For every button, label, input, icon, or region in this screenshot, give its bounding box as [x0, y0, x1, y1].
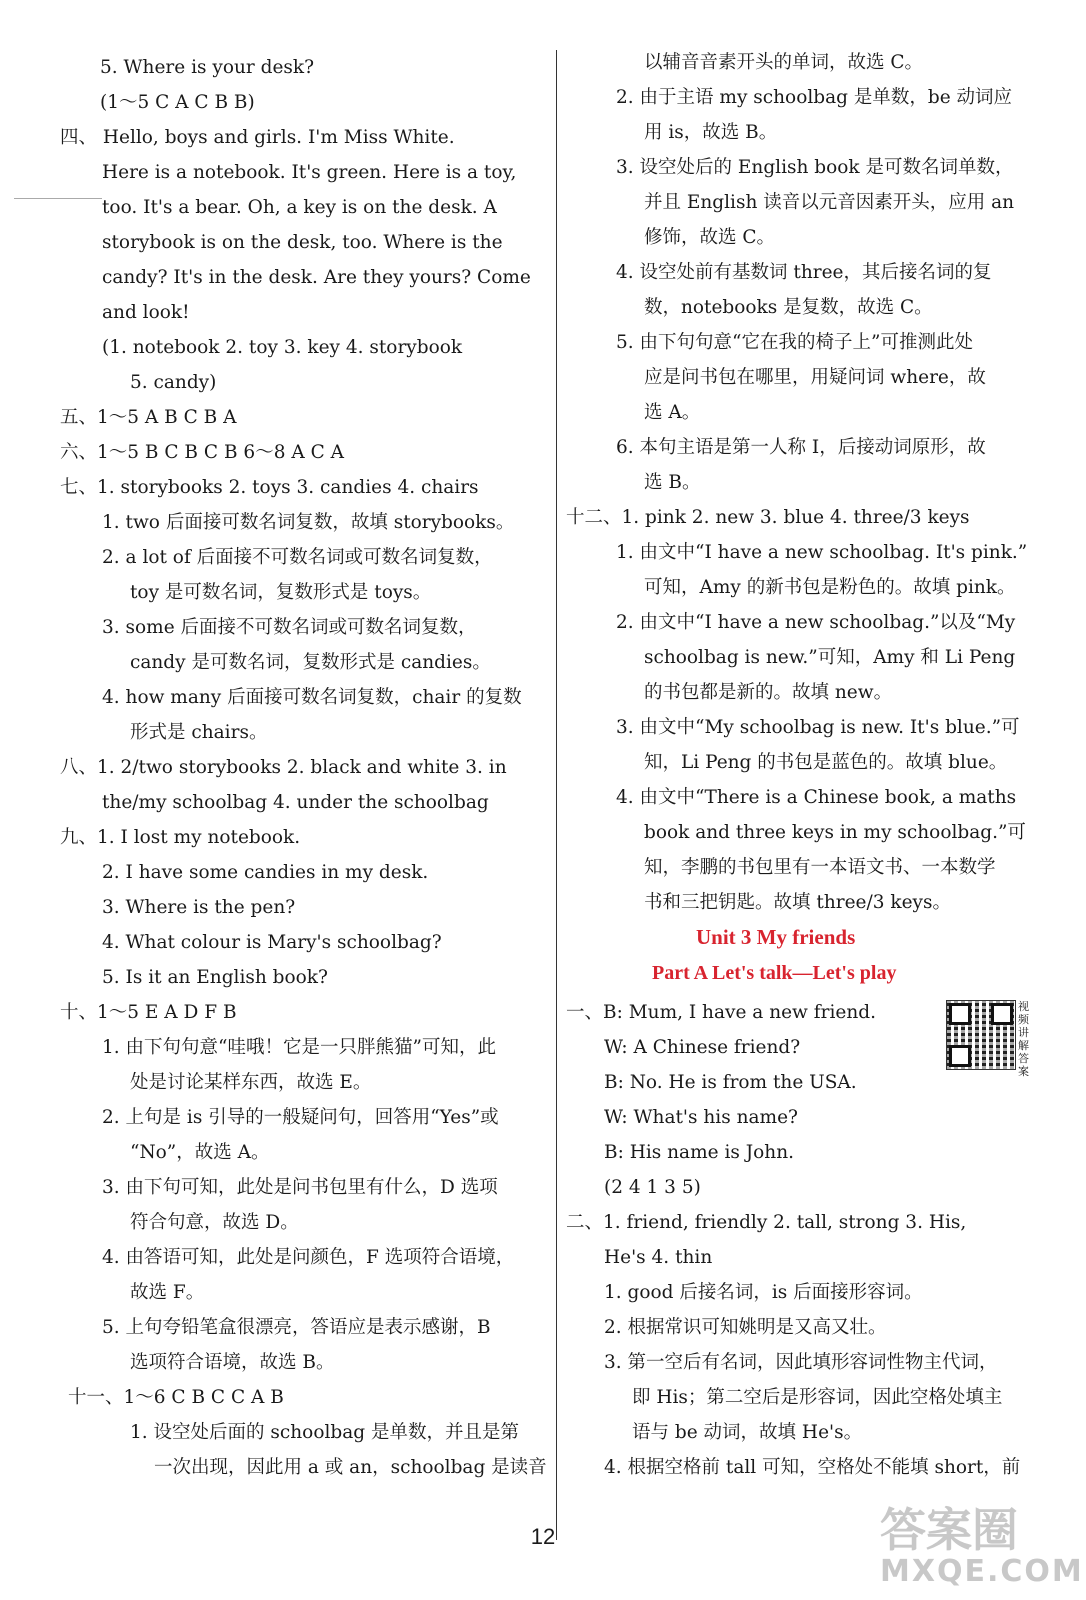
text-line: candy? It's in the desk. Are they yours? Come	[102, 267, 531, 288]
text-line: 1. 由文中“I have a new schoolbag. It's pink.”	[616, 542, 1028, 563]
text-line: He's 4. thin	[604, 1247, 713, 1268]
text-line: 并且 English 读音以元音因素开头，应用 an	[644, 192, 1015, 213]
text-line: (1～5 C A C B B)	[100, 92, 255, 113]
text-line: toy 是可数名词，复数形式是 toys。	[130, 582, 432, 603]
text-line: 1. two 后面接可数名词复数，故填 storybooks。	[102, 512, 515, 533]
qr-caption: 视频讲解答案	[1018, 1000, 1029, 1078]
text-line: 2. I have some candies in my desk.	[102, 862, 429, 883]
text-line: 2. a lot of 后面接不可数名词或可数名词复数，	[102, 547, 493, 568]
text-line: 2. 由于主语 my schoolbag 是单数，be 动词应	[616, 87, 1013, 108]
unit-title: Unit 3 My friends	[696, 925, 856, 949]
text-line: B: No. He is from the USA.	[604, 1072, 857, 1093]
column-divider	[556, 50, 557, 1540]
scan-artifact-line	[14, 198, 102, 199]
text-line: 十二、1. pink 2. new 3. blue 4. three/3 keys	[566, 507, 970, 528]
text-line: candy 是可数名词，复数形式是 candies。	[130, 652, 491, 673]
text-line: 七、1. storybooks 2. toys 3. candies 4. chairs	[60, 477, 479, 498]
text-line: schoolbag is new.”可知，Amy 和 Li Peng	[644, 647, 1016, 668]
text-line: 4. 由答语可知，此处是问颜色，F 选项符合语境，	[102, 1247, 515, 1268]
text-line: 六、1～5 B C B C B 6～8 A C A	[60, 442, 344, 463]
text-line: 3. 设空处后的 English book 是可数名词单数，	[616, 157, 1014, 178]
text-line: 4. 根据空格前 tall 可知，空格处不能填 short，前	[604, 1457, 1021, 1478]
text-line: too. It's a bear. Oh, a key is on the desk. A	[102, 197, 497, 218]
text-line: 3. 第一空后有名词，因此填形容词性物主代词，	[604, 1352, 998, 1373]
text-line: storybook is on the desk, too. Where is the	[102, 232, 503, 253]
text-line: 五、1～5 A B C B A	[60, 407, 237, 428]
text-line: 5. 由下句句意“它在我的椅子上”可推测此处	[616, 332, 973, 353]
text-line: 二、1. friend, friendly 2. tall, strong 3. His,	[566, 1212, 967, 1233]
text-line: 语与 be 动词，故填 He's。	[632, 1422, 863, 1443]
text-line: W: A Chinese friend?	[604, 1037, 801, 1058]
text-line: 知，Li Peng 的书包是蓝色的。故填 blue。	[644, 752, 1008, 773]
text-line: 4. 设空处前有基数词 three，其后接名词的复	[616, 262, 992, 283]
text-line: 选项符合语境，故选 B。	[130, 1352, 335, 1373]
page-number: 12	[530, 1524, 556, 1549]
watermark-logo-text: 答案圈	[880, 1503, 1018, 1557]
text-line: 4. What colour is Mary's schoolbag?	[102, 932, 442, 953]
text-line: 3. Where is the pen?	[102, 897, 296, 918]
text-line: (1. notebook 2. toy 3. key 4. storybook	[102, 337, 463, 358]
text-line: 修饰，故选 C。	[644, 227, 776, 248]
text-line: 2. 由文中“I have a new schoolbag.”以及“My	[616, 612, 1016, 633]
text-line: B: His name is John.	[604, 1142, 795, 1163]
text-line: 3. some 后面接不可数名词或可数名词复数，	[102, 617, 477, 638]
text-line: 数，notebooks 是复数，故选 C。	[644, 297, 933, 318]
text-line: 应是问书包在哪里，用疑问词 where，故	[644, 367, 986, 388]
text-line: 2. 根据常识可知姚明是又高又壮。	[604, 1317, 887, 1338]
text-line: 1. 由下句句意“哇哦！它是一只胖熊猫”可知，此	[102, 1037, 496, 1058]
text-line: 3. 由文中“My schoolbag is new. It's blue.”可	[616, 717, 1020, 738]
text-line: 5. 上句夸铅笔盒很漂亮，答语应是表示感谢，B	[102, 1317, 491, 1338]
text-line: 5. Where is your desk?	[100, 57, 315, 78]
text-line: 的书包都是新的。故填 new。	[644, 682, 893, 703]
text-line: the/my schoolbag 4. under the schoolbag	[102, 792, 489, 813]
text-line: 3. 由下句可知，此处是问书包里有什么，D 选项	[102, 1177, 498, 1198]
text-line: Here is a notebook. It's green. Here is a toy,	[102, 162, 517, 183]
text-line: 用 is，故选 B。	[644, 122, 778, 143]
qr-code-icon[interactable]	[946, 1000, 1016, 1070]
text-line: 处是讨论某样东西，故选 E。	[130, 1072, 372, 1093]
text-line: 一、B: Mum, I have a new friend.	[566, 1002, 876, 1023]
text-line: 2. 上句是 is 引导的一般疑问句，回答用“Yes”或	[102, 1107, 499, 1128]
text-line: and look!	[102, 302, 190, 323]
text-line: 八、1. 2/two storybooks 2. black and white 3. in	[60, 757, 507, 778]
text-line: 1. good 后接名词，is 后面接形容词。	[604, 1282, 923, 1303]
text-line: 选 A。	[644, 402, 701, 423]
text-line: 书和三把钥匙。故填 three/3 keys。	[644, 892, 951, 913]
text-line: book and three keys in my schoolbag.”可	[644, 822, 1026, 843]
text-line: 九、1. I lost my notebook.	[60, 827, 301, 848]
text-line: 4. 由文中“There is a Chinese book, a maths	[616, 787, 1017, 808]
part-title: Part A Let's talk—Let's play	[652, 962, 897, 984]
text-line: (2 4 1 3 5)	[604, 1177, 701, 1198]
watermark-url: MXQE.COM	[880, 1554, 1084, 1589]
text-line: 6. 本句主语是第一人称 I，后接动词原形，故	[616, 437, 986, 458]
text-line: 故选 F。	[130, 1282, 205, 1303]
watermark	[880, 1505, 1084, 1589]
text-line: 4. how many 后面接可数名词复数，chair 的复数	[102, 687, 522, 708]
text-line: 形式是 chairs。	[130, 722, 268, 743]
text-line: 5. Is it an English book?	[102, 967, 328, 988]
text-line: W: What's his name?	[604, 1107, 798, 1128]
text-line: “No”，故选 A。	[130, 1142, 270, 1163]
text-line: 符合句意，故选 D。	[130, 1212, 299, 1233]
text-line: 四、 Hello, boys and girls. I'm Miss White.	[60, 127, 455, 148]
text-line: 知，李鹏的书包里有一本语文书、一本数学	[644, 857, 996, 878]
text-line: 选 B。	[644, 472, 701, 493]
text-line: 1. 设空处后面的 schoolbag 是单数，并且是第	[130, 1422, 519, 1443]
text-line: 可知，Amy 的新书包是粉色的。故填 pink。	[644, 577, 1016, 598]
text-line: 5. candy)	[130, 372, 217, 393]
text-line: 十、1～5 E A D F B	[60, 1002, 237, 1023]
text-line: 一次出现，因此用 a 或 an，schoolbag 是读音	[154, 1457, 547, 1478]
text-line: 十一、1～6 C B C C A B	[68, 1387, 284, 1408]
text-line: 即 His；第二空后是形容词，因此空格处填主	[632, 1387, 1003, 1408]
text-line: 以辅音音素开头的单词，故选 C。	[644, 52, 924, 73]
